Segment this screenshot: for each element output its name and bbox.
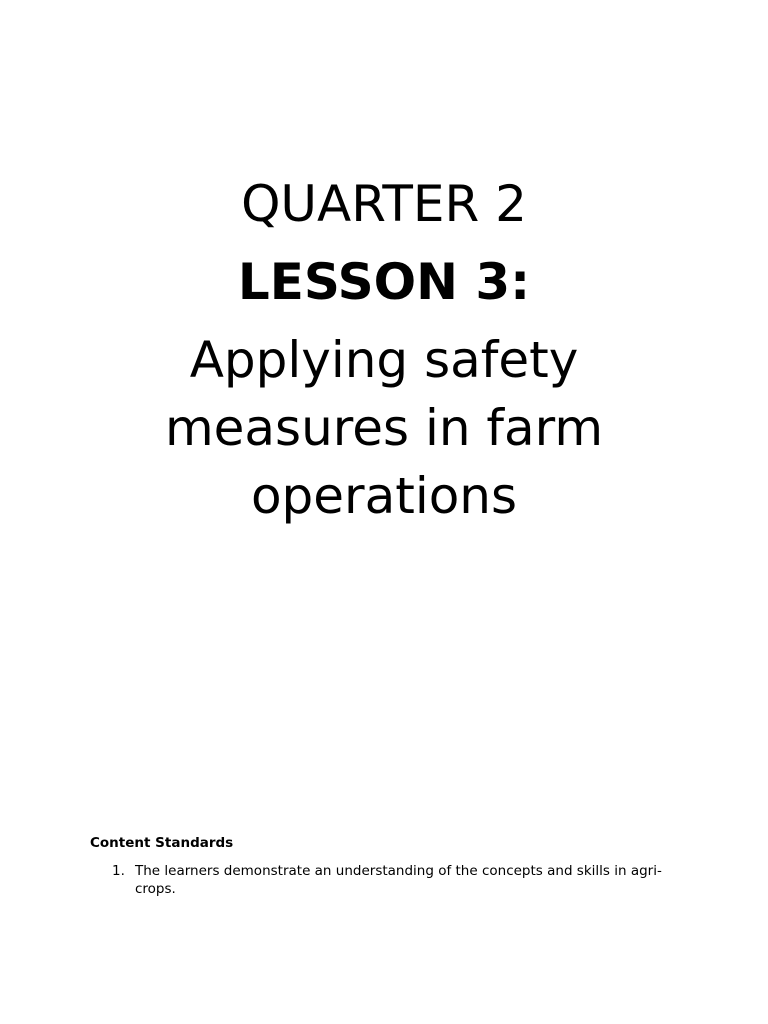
list-item-text: The learners demonstrate an understanding of the concepts and skills in agri-crops.: [135, 863, 662, 897]
content-standards-section: [90, 834, 690, 898]
content-standards-list: [90, 862, 690, 898]
list-item-number: 1.: [112, 863, 125, 879]
list-item: [90, 862, 690, 898]
lesson-title: LESSON 3:: [237, 253, 531, 311]
lesson-subtitle: Applying safety measures in farm operations: [164, 331, 604, 525]
quarter-title: QUARTER 2: [241, 175, 527, 233]
content-standards-heading: Content Standards: [90, 835, 234, 851]
title-block: [0, 170, 768, 530]
